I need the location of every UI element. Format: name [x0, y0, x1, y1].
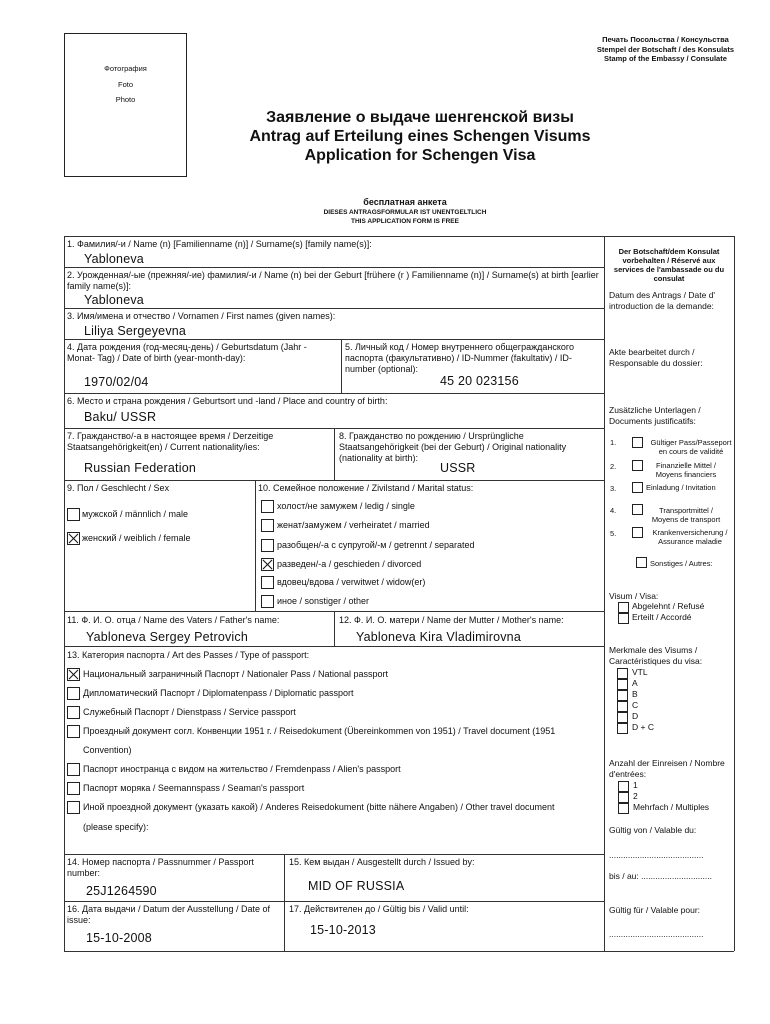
field-2-label: 2. Урожденная/-ые (прежняя/-ие) фамилия/-и / Name (n) bei der Geburt [frühere (r ) Familienname (n)] / Surname(s) at birth [earlier family name(s)]:: [67, 270, 599, 291]
visa-type-label: D: [632, 711, 639, 721]
field-11-label: 11. Ф. И. О. отца / Name des Vaters / Father's name:: [67, 615, 280, 625]
visa-type-label: C: [632, 700, 639, 710]
sidebar-valid-to-label[interactable]: bis / au: ..............................: [609, 871, 712, 881]
field-13-label: 13. Категория паспорта / Art des Passes / Type of passport:: [67, 650, 310, 660]
passport-type-label-cont: (please specify):: [83, 822, 149, 832]
marital-married-checkbox[interactable]: [261, 519, 274, 532]
title-ru: Заявление о выдаче шенгенской визы: [266, 109, 574, 126]
form-bottom-border: [64, 951, 734, 952]
field-8-label: 8. Гражданство по рождению / Ursprüngliche Staatsangehörigkeit (bei der Geburt) / Original nationality (nationality at birth):: [339, 431, 567, 463]
field-4-label: 4. Дата рождения (год-месяц-день) / Geburtsdatum (Jahr - Monat- Tag) / Date of birth (year-month-day):: [67, 342, 307, 363]
stamp-line-ru: Печать Посольства / Консульства: [602, 35, 729, 44]
divider-v: [334, 428, 335, 480]
stamp-line-en: Stamp of the Embassy / Consulate: [603, 54, 727, 63]
passport-alien-checkbox[interactable]: [67, 763, 80, 776]
visa-type-label: B: [632, 689, 638, 699]
doc-item-label: Sonstiges / Autres:: [650, 559, 713, 568]
visa-type-checkbox[interactable]: [617, 723, 628, 734]
form-right-border: [734, 236, 735, 951]
visa-type-label: D + C: [632, 722, 654, 732]
marital-option-label: разведен/-а / geschieden / divorced: [277, 559, 422, 569]
field-1-label: 1. Фамилия/-и / Name (n) [Familienname (n)] / Surname(s) [family name(s)]:: [67, 239, 372, 249]
photo-label-de: Foto: [117, 80, 133, 89]
entries-label: 2: [633, 791, 638, 801]
form-top-border: [64, 236, 734, 237]
doc-item-label: Einladung / Invitation: [646, 483, 716, 492]
stamp-label: [597, 35, 734, 64]
valid-until-value[interactable]: 15-10-2013: [310, 923, 376, 937]
visa-type-checkbox[interactable]: [617, 701, 628, 712]
marital-separated-checkbox[interactable]: [261, 539, 274, 552]
form-left-border: [64, 236, 65, 951]
doc-item-label: Transportmittel / Moyens de transport: [651, 506, 721, 524]
passport-number-value[interactable]: 25J1264590: [86, 884, 157, 898]
passport-type-label: Паспорт иностранца с видом на жительство / Fremdenpass / Alien's passport: [83, 764, 401, 774]
divider: [64, 646, 604, 647]
photo-label-ru: Фотография: [104, 64, 147, 73]
passport-diplomatic-checkbox[interactable]: [67, 687, 80, 700]
field-7-label: 7. Гражданство/-а в настоящее время / Derzeitige Staatsangehörigkeit(en) / Current nationality/ies:: [67, 431, 274, 452]
marital-option-label: женат/замужем / verheiratet / married: [277, 520, 430, 530]
divider: [64, 901, 604, 902]
field-16-label: 16. Дата выдачи / Datum der Ausstellung / Date of issue:: [67, 904, 271, 925]
original-nationality-value[interactable]: USSR: [440, 461, 476, 475]
birthplace-value[interactable]: Baku/ USSR: [84, 410, 157, 424]
passport-type-label: Иной проездной документ (указать какой) / Anderes Reisedokument (bitte nähere Angaben) / Other travel document: [83, 802, 555, 812]
field-17-label: 17. Действителен до / Gültig bis / Valid until:: [289, 904, 469, 914]
divider: [64, 308, 604, 309]
marital-option-label: иное / sonstiger / other: [277, 596, 370, 606]
passport-type-label: Национальный заграничный Паспорт / Nationaler Pass / National passport: [83, 669, 389, 679]
sex-female-checkbox[interactable]: [67, 532, 80, 545]
marital-widowed-checkbox[interactable]: [261, 576, 274, 589]
sidebar-entries-label: Anzahl der Einreisen / Nombre d'entrées:: [609, 758, 725, 779]
passport-type-label: Дипломатический Паспорт / Diplomatenpass / Diplomatic passport: [83, 688, 354, 698]
entries-label: 1: [633, 780, 638, 790]
field-3-label: 3. Имя/имена и отчество / Vornamen / First names (given names):: [67, 311, 336, 321]
doc-item-label: Gültiger Pass/Passeport en cours de validité: [650, 438, 732, 456]
marital-option-label: вдовец/вдова / verwitwet / widow(er): [277, 577, 426, 587]
visa-type-label: A: [632, 678, 638, 688]
title-de: Antrag auf Erteilung eines Schengen Visums: [249, 128, 591, 145]
sex-male-checkbox[interactable]: [67, 508, 80, 521]
free-notice-en: THIS APPLICATION FORM IS FREE: [351, 218, 459, 225]
doc-item-number: 3.: [610, 484, 617, 493]
passport-type-label-cont: Convention): [83, 745, 132, 755]
sidebar-processed-label: Akte bearbeitet durch / Responsable du dossier:: [609, 347, 703, 368]
sidebar-valid-from-label: Gültig von / Valable du:: [609, 825, 697, 835]
field-14-label: 14. Номер паспорта / Passnummer / Passport number:: [67, 857, 254, 878]
entries-checkbox[interactable]: [618, 792, 629, 803]
passport-type-label: Служебный Паспорт / Dienstpass / Service passport: [83, 707, 296, 717]
surname-value[interactable]: Yabloneva: [84, 252, 144, 266]
doc-invitation-checkbox[interactable]: [632, 482, 643, 493]
field-15-label: 15. Кем выдан / Ausgestellt durch / Issued by:: [289, 857, 475, 867]
title-en: Application for Schengen Visa: [304, 147, 536, 164]
free-notice-de: DIESES ANTRAGSFORMULAR IST UNENTGELTLICH: [323, 209, 487, 216]
entries-label: Mehrfach / Multiples: [633, 802, 710, 812]
issued-by-value[interactable]: MID OF RUSSIA: [308, 879, 405, 893]
field-6-label: 6. Место и страна рождения / Geburtsort und -land / Place and country of birth:: [67, 396, 388, 406]
visa-issued-checkbox[interactable]: [618, 613, 629, 624]
sidebar-docs-label: Zusätzliche Unterlagen / Documents justificatifs:: [609, 405, 701, 426]
sex-male-label: мужской / männlich / male: [82, 509, 189, 519]
sidebar-divider: [604, 236, 605, 951]
birth-surname-value[interactable]: Yabloneva: [84, 293, 144, 307]
valid-for-dots[interactable]: ........................................: [609, 929, 704, 939]
sidebar-date-label: Datum des Antrags / Date d' introduction de la demande:: [609, 290, 716, 311]
doc-passport-checkbox[interactable]: [632, 437, 643, 448]
field-9-label: 9. Пол / Geschlecht / Sex: [67, 483, 170, 493]
marital-option-label: холост/не замужем / ledig / single: [277, 501, 415, 511]
marital-option-label: разобщен/-а с супругой/-м / getrennt / separated: [277, 540, 475, 550]
divider-v: [284, 854, 285, 951]
divider: [64, 267, 604, 268]
passport-travel-doc-checkbox[interactable]: [67, 725, 80, 738]
divider: [64, 393, 604, 394]
divider: [64, 854, 604, 855]
divider-v: [341, 339, 342, 393]
visa-issued-label: Erteilt / Accordé: [632, 612, 692, 622]
issue-date-value[interactable]: 15-10-2008: [86, 931, 152, 945]
doc-insurance-checkbox[interactable]: [632, 527, 643, 538]
doc-item-number: 2.: [610, 462, 617, 471]
passport-seaman-checkbox[interactable]: [67, 782, 80, 795]
marital-single-checkbox[interactable]: [261, 500, 274, 513]
doc-finance-checkbox[interactable]: [632, 460, 643, 471]
stamp-line-de: Stempel der Botschaft / des Konsulats: [596, 44, 734, 54]
visa-type-checkbox[interactable]: [617, 690, 628, 701]
field-12-label: 12. Ф. И. О. матери / Name der Mutter / Mother's name:: [339, 615, 564, 625]
entries-checkbox[interactable]: [618, 781, 629, 792]
field-10-label: 10. Семейное положение / Zivilstand / Marital status:: [258, 483, 474, 493]
divider-v: [255, 480, 256, 611]
mother-name-value[interactable]: Yabloneva Kira Vladimirovna: [356, 630, 521, 644]
passport-service-checkbox[interactable]: [67, 706, 80, 719]
first-names-value[interactable]: Liliya Sergeyevna: [84, 324, 187, 338]
birth-date-value[interactable]: 1970/02/04: [84, 375, 149, 389]
doc-item-number: 1.: [610, 438, 617, 447]
divider: [64, 480, 604, 481]
passport-type-label: Проездный документ согл. Конвенции 1951 г. / Reisedokument (Übereinkommen von 1951) / Travel document (1951: [83, 726, 556, 736]
free-notice-ru: бесплатная анкета: [363, 197, 447, 207]
visa-type-label: VTL: [632, 667, 648, 677]
sidebar-heading: Der Botschaft/dem Konsulat vorbehalten / Réservé aux services de l'ambassade ou du consulat: [613, 247, 725, 283]
sidebar-visa-label: Visum / Visa:: [609, 591, 659, 601]
doc-item-number: 5.: [610, 529, 617, 538]
doc-item-label: Krankenversicherung / Assurance maladie: [652, 528, 728, 546]
divider-v: [334, 611, 335, 646]
doc-transport-checkbox[interactable]: [632, 504, 643, 515]
page-title: [150, 108, 690, 165]
visa-type-checkbox[interactable]: [617, 668, 628, 679]
sex-female-label: женский / weiblich / female: [82, 533, 191, 543]
doc-item-label: Finanzielle Mittel / Moyens financiers: [655, 461, 717, 479]
field-5-label: 5. Личный код / Номер внутреннего общегражданского паспорта (факультативно) / ID-Nummer (fakultativ) / ID-number (optional):: [345, 342, 574, 374]
id-number-value[interactable]: 45 20 023156: [440, 374, 519, 388]
doc-other-checkbox[interactable]: [636, 557, 647, 568]
father-name-value[interactable]: Yabloneva Sergey Petrovich: [86, 630, 249, 644]
passport-type-label: Паспорт моряка / Seemannspass / Seaman's passport: [83, 783, 305, 793]
passport-national-checkbox[interactable]: [67, 668, 80, 681]
visa-refused-checkbox[interactable]: [618, 602, 629, 613]
visa-type-checkbox[interactable]: [617, 679, 628, 690]
nationality-value[interactable]: Russian Federation: [84, 461, 196, 475]
sidebar-valid-for-label: Gültig für / Valable pour:: [609, 905, 701, 915]
entries-checkbox[interactable]: [618, 803, 629, 814]
marital-other-checkbox[interactable]: [261, 595, 274, 608]
free-notice: [200, 197, 610, 226]
marital-divorced-checkbox[interactable]: [261, 558, 274, 571]
valid-from-dots[interactable]: ........................................: [609, 850, 704, 860]
doc-item-number: 4.: [610, 506, 617, 515]
passport-other-checkbox[interactable]: [67, 801, 80, 814]
visa-refused-label: Abgelehnt / Refusé: [632, 601, 705, 611]
sidebar-marks-label: Merkmale des Visums / Caractéristiques du visa:: [609, 645, 703, 666]
divider: [64, 339, 604, 340]
photo-label-en: Photo: [115, 95, 136, 104]
visa-type-checkbox[interactable]: [617, 712, 628, 723]
